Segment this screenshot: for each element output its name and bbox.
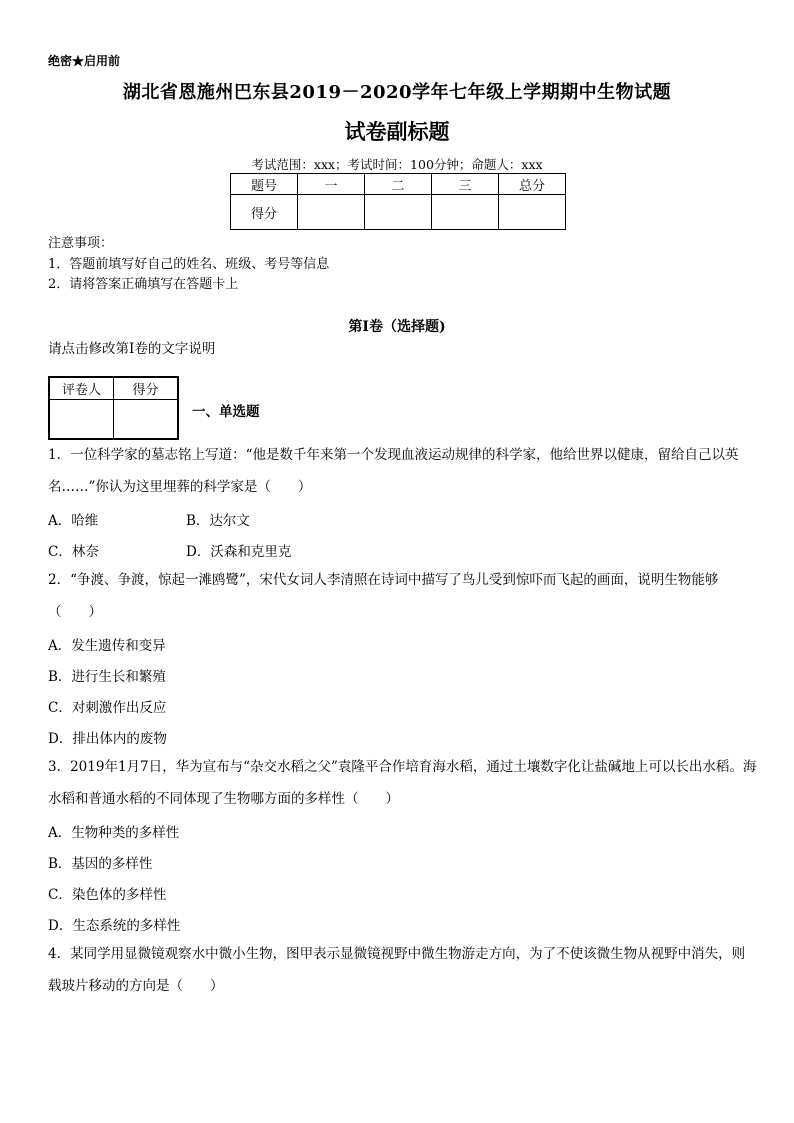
exam-title: 湖北省恩施州巴东县2019－2020学年七年级上学期期中生物试题 <box>122 82 672 103</box>
grader-header-cell: 评卷人 <box>49 377 114 400</box>
grader-header-cell: 得分 <box>114 377 179 400</box>
score-empty-cell <box>432 195 499 230</box>
question-option: C．染色体的多样性 <box>48 887 167 903</box>
question-stem: 4．某同学用显微镜观察水中微小生物，图甲表示显微镜视野中微生物游走方向，为了不使该微生物从视野中消失，则载玻片移动的方向是（ ） <box>48 946 746 994</box>
question-option: C．林奈 <box>48 544 99 560</box>
notes-heading: 注意事项： <box>48 236 114 251</box>
question-option: D．沃森和克里克 <box>186 544 292 560</box>
exam-info: 考试范围：xxx；考试时间：100分钟；命题人：xxx <box>251 157 543 172</box>
score-header-cell: 三 <box>432 174 499 195</box>
grader-table <box>48 376 179 440</box>
notes-item: 1．答题前填写好自己的姓名、班级、考号等信息 <box>48 256 330 272</box>
question-option: A．发生遗传和变异 <box>48 638 166 654</box>
score-row-label: 得分 <box>231 195 298 230</box>
section-description[interactable]: 请点击修改第I卷的文字说明 <box>48 341 216 357</box>
score-header-cell: 题号 <box>231 174 298 195</box>
score-table <box>230 173 566 230</box>
score-header-cell: 一 <box>298 174 365 195</box>
question-stem: 3．2019年1月7日，华为宣布与“杂交水稻之父”袁隆平合作培育海水稻，通过土壤数字化让盐碱地上可以长出水稻。海水稻和普通水稻的不同体现了生物哪方面的多样性（ ） <box>48 759 757 807</box>
question-stem: 2．“争渡、争渡，惊起一滩鸥鹭”，宋代女词人李清照在诗词中描写了鸟儿受到惊吓而飞起的画面，说明生物能够（ ） <box>48 572 719 620</box>
score-empty-cell <box>298 195 365 230</box>
score-empty-cell <box>499 195 566 230</box>
question-option: D．生态系统的多样性 <box>48 918 181 934</box>
grader-empty-cell <box>49 400 114 440</box>
question-option: B．基因的多样性 <box>48 856 153 872</box>
score-header-cell: 总分 <box>499 174 566 195</box>
question-stem: 1．一位科学家的墓志铭上写道：“他是数千年来第一个发现血液运动规律的科学家，他给世界以健康，留给自己以英名……”你认为这里埋葬的科学家是（ ） <box>48 447 739 495</box>
question-option: B．达尔文 <box>186 513 250 529</box>
question-option: A．生物种类的多样性 <box>48 825 180 841</box>
score-header-cell: 二 <box>365 174 432 195</box>
question-option: A．哈维 <box>48 513 99 529</box>
notes-item: 2．请将答案正确填写在答题卡上 <box>48 277 239 292</box>
exam-subtitle: 试卷副标题 <box>344 119 450 144</box>
score-empty-cell <box>365 195 432 230</box>
question-option: C．对刺激作出反应 <box>48 700 167 716</box>
notes-block <box>48 234 329 296</box>
question-option: D．排出体内的废物 <box>48 731 167 747</box>
section-title: 第I卷（选择题) <box>348 319 446 335</box>
question-option: B．进行生长和繁殖 <box>48 669 166 685</box>
grader-empty-cell <box>114 400 179 440</box>
confidential-mark: 绝密★启用前 <box>48 54 121 68</box>
part-title: 一、单选题 <box>192 404 260 420</box>
